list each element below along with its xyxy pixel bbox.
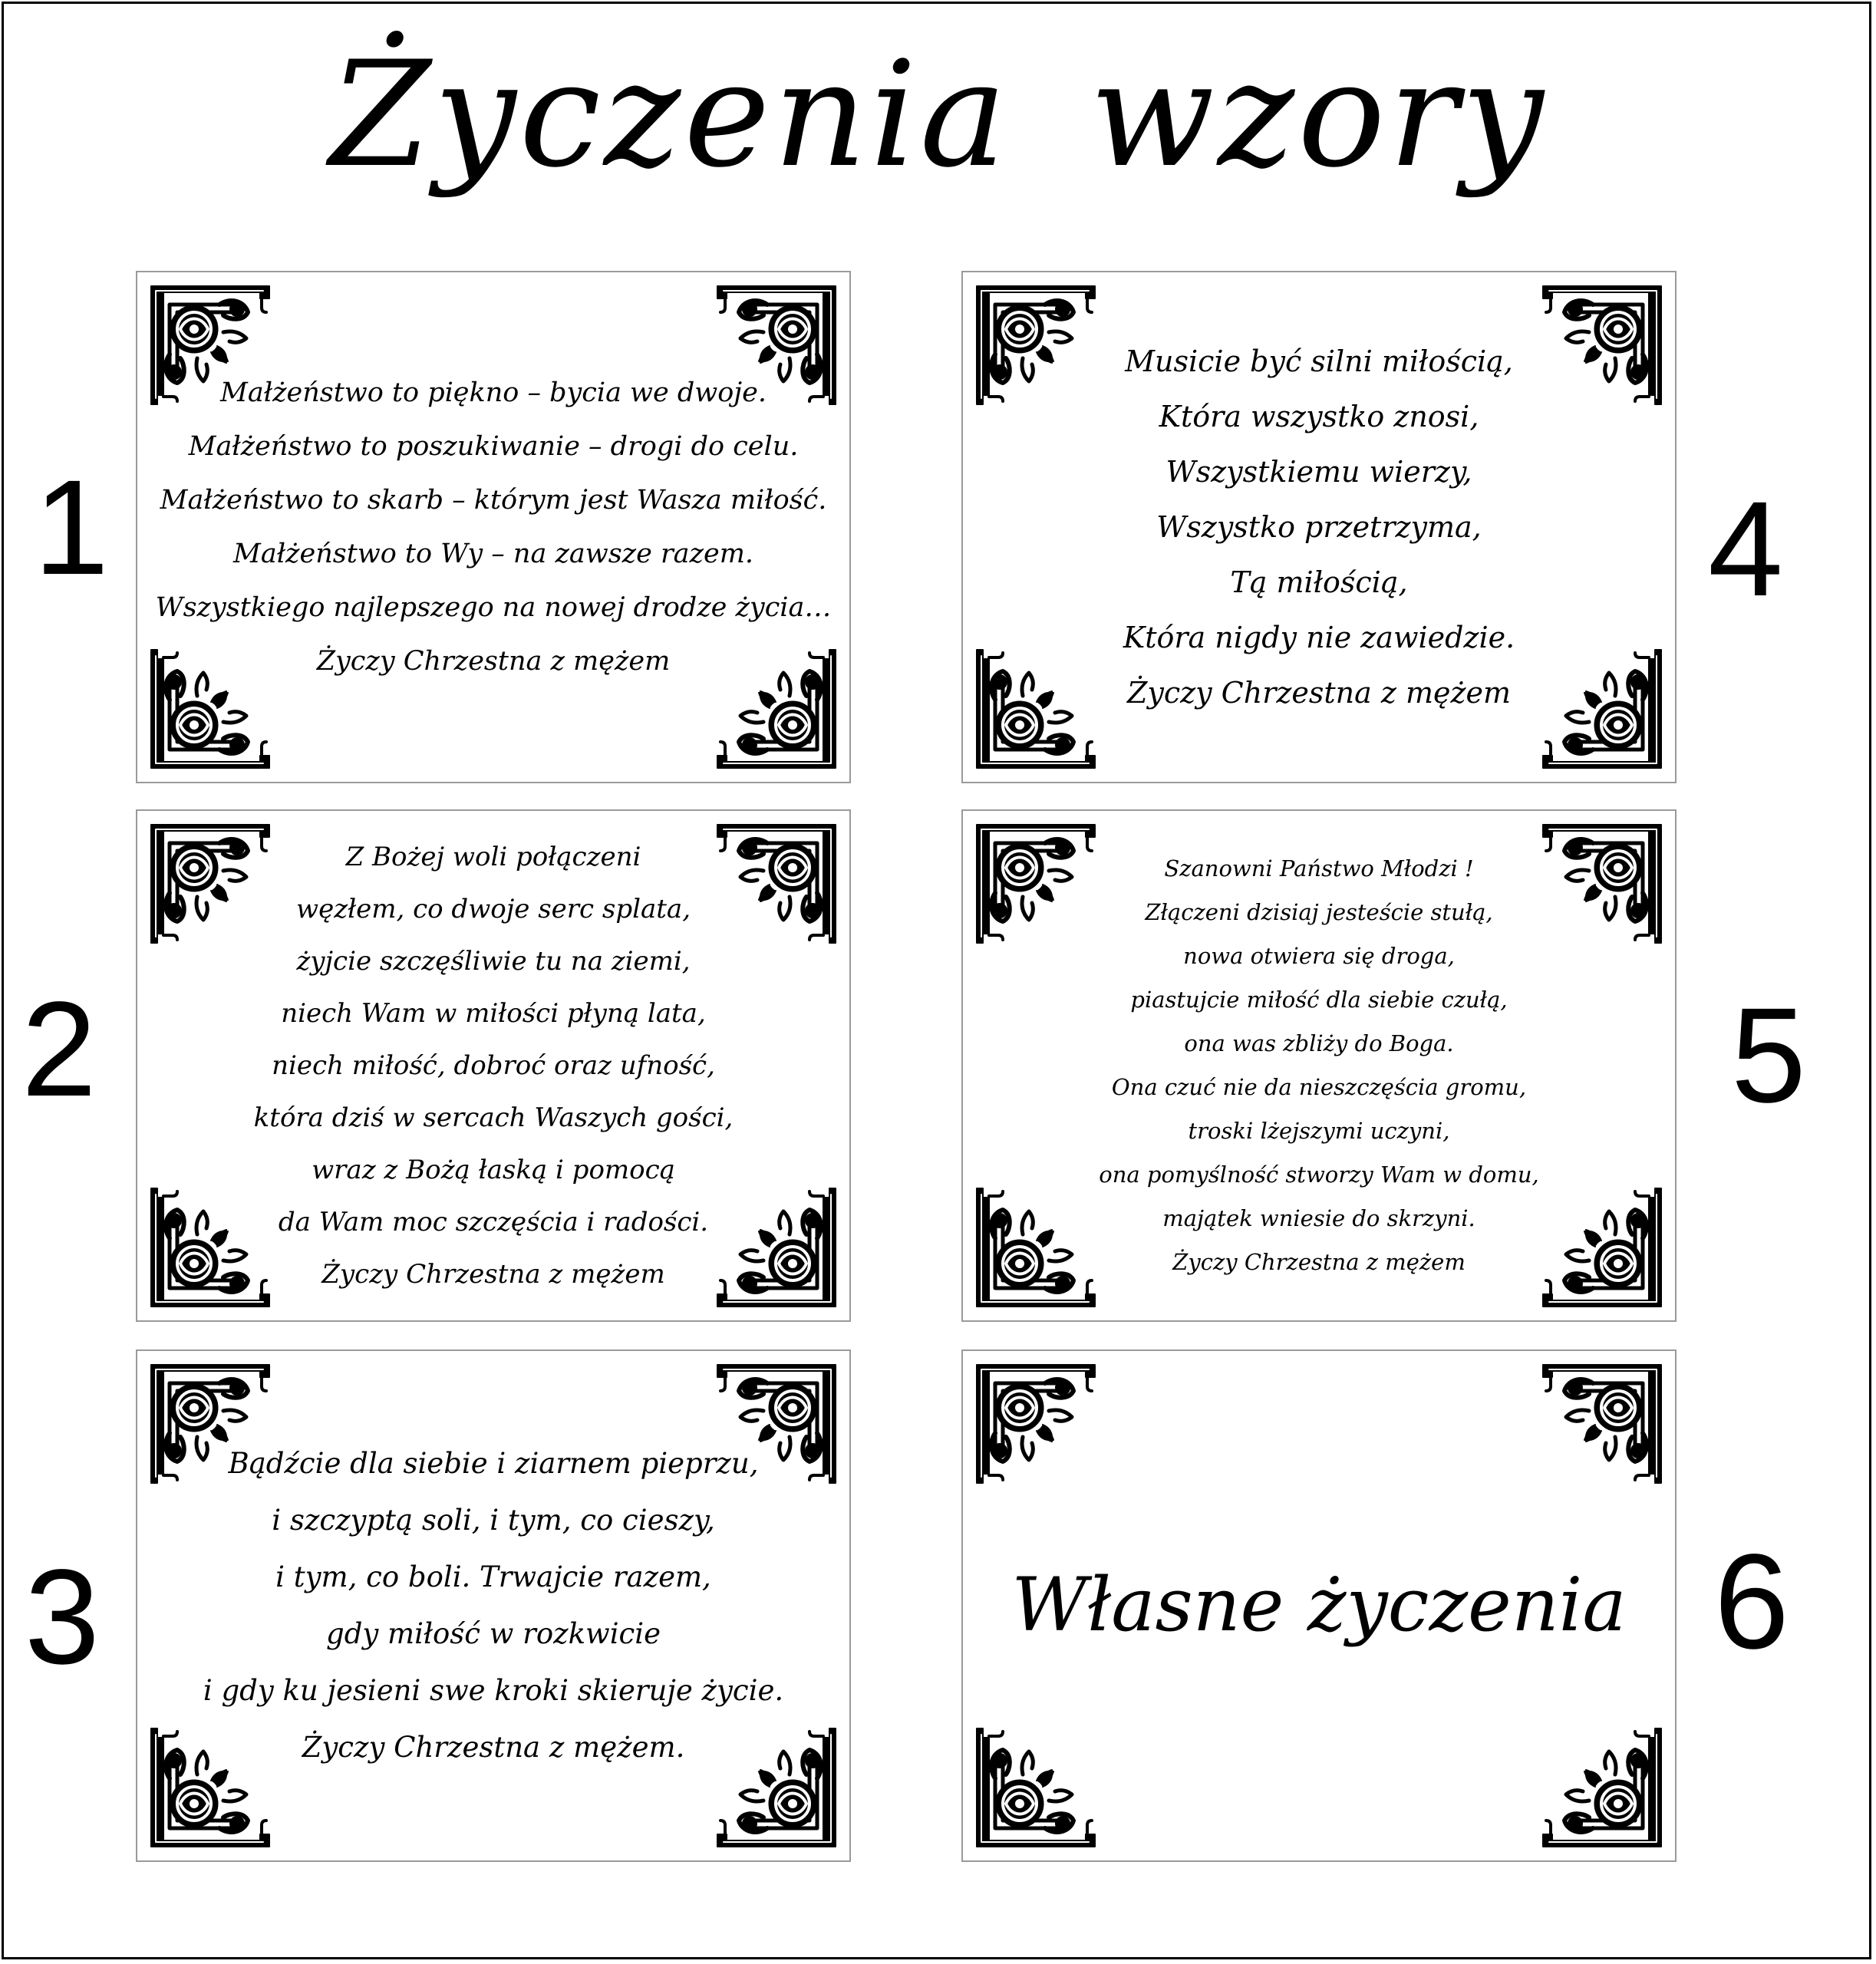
card-number-2: 2 <box>21 974 97 1125</box>
wish-line: Małżeństwo to piękno – bycia we dwoje. <box>220 377 767 408</box>
wish-line: Małżeństwo to skarb – którym jest Wasza miłość. <box>160 485 827 516</box>
wish-line: węzłem, co dwoje serc splata, <box>295 894 691 924</box>
wish-text <box>155 272 832 782</box>
wish-line: niech miłość, dobroć oraz ufność, <box>272 1050 715 1081</box>
wish-line: i tym, co boli. Trwajcie razem, <box>275 1560 711 1593</box>
page-title: Życzenia wzory <box>329 30 1547 199</box>
card-number-3: 3 <box>25 1542 100 1692</box>
wish-line: nowa otwiera się droga, <box>1183 943 1455 969</box>
wish-line: majątek wniesie do skrzyni. <box>1162 1205 1475 1231</box>
wish-text <box>1009 1351 1629 1860</box>
wish-text <box>183 811 803 1320</box>
wish-line: Szanowni Państwo Młodzi ! <box>1164 855 1474 881</box>
wish-line: Małżeństwo to Wy – na zawsze razem. <box>232 539 754 569</box>
wish-signature: Życzy Chrzestna z mężem <box>316 646 671 677</box>
wish-text <box>183 1351 803 1860</box>
card-number-1: 1 <box>34 453 109 603</box>
wish-card-3[interactable] <box>136 1349 851 1862</box>
wish-line: Która nigdy nie zawiedzie. <box>1123 621 1515 654</box>
wish-line: i szczyptą soli, i tym, co cieszy, <box>272 1504 715 1537</box>
wish-line: Która wszystko znosi, <box>1159 400 1479 433</box>
wish-text <box>1009 272 1629 782</box>
wish-line: niech Wam w miłości płyną lata, <box>281 998 706 1029</box>
wish-line: żyjcie szczęśliwie tu na ziemi, <box>296 946 691 977</box>
wish-card-5[interactable] <box>961 809 1677 1322</box>
wish-line: Ona czuć nie da nieszczęścia gromu, <box>1111 1074 1527 1100</box>
wish-signature: Życzy Chrzestna z mężem <box>1172 1249 1466 1275</box>
wish-text <box>1009 811 1629 1320</box>
card-number-4: 4 <box>1708 474 1783 624</box>
wish-line: Tą miłością, <box>1230 565 1408 599</box>
wish-line: da Wam moc szczęścia i radości. <box>278 1207 709 1237</box>
wish-card-1[interactable] <box>136 271 851 783</box>
wish-signature: Życzy Chrzestna z mężem <box>321 1259 665 1290</box>
wish-card-2[interactable] <box>136 809 851 1322</box>
wish-card-4[interactable] <box>961 271 1677 783</box>
wish-card-6[interactable] <box>961 1349 1677 1862</box>
wish-line: troski lżejszymi uczyni, <box>1188 1118 1450 1144</box>
card-number-5: 5 <box>1731 980 1806 1131</box>
wish-line: Wszystkiego najlepszego na nowej drodze życia… <box>155 592 832 623</box>
wish-signature: Życzy Chrzestna z mężem. <box>302 1731 685 1764</box>
wish-line: piastujcie miłość dla siebie czułą, <box>1130 987 1508 1013</box>
wish-line: Musicie być silni miłością, <box>1125 344 1513 378</box>
wish-line: wraz z Bożą łaską i pomocą <box>312 1155 675 1185</box>
wish-line: Wszystkiemu wierzy, <box>1165 455 1472 489</box>
wish-signature: Życzy Chrzestna z mężem <box>1126 676 1512 710</box>
custom-wish-label: Własne życzenia <box>1011 1562 1627 1649</box>
wish-line: ona was zbliży do Boga. <box>1184 1030 1454 1056</box>
wish-line: Złączeni dzisiaj jesteście stułą, <box>1145 899 1493 925</box>
card-number-6: 6 <box>1714 1527 1789 1677</box>
wish-line: Bądźcie dla siebie i ziarnem pieprzu, <box>228 1447 759 1480</box>
wish-line: Wszystko przetrzyma, <box>1156 510 1482 544</box>
wish-line: Małżeństwo to poszukiwanie – drogi do celu. <box>188 431 799 462</box>
wish-line: która dziś w sercach Waszych gości, <box>253 1102 734 1133</box>
wish-line: Z Bożej woli połączeni <box>345 842 641 872</box>
wish-line: gdy miłość w rozkwicie <box>326 1617 661 1650</box>
wish-line: ona pomyślność stworzy Wam w domu, <box>1099 1162 1539 1188</box>
wish-line: i gdy ku jesieni swe kroki skieruje życie. <box>203 1674 784 1707</box>
